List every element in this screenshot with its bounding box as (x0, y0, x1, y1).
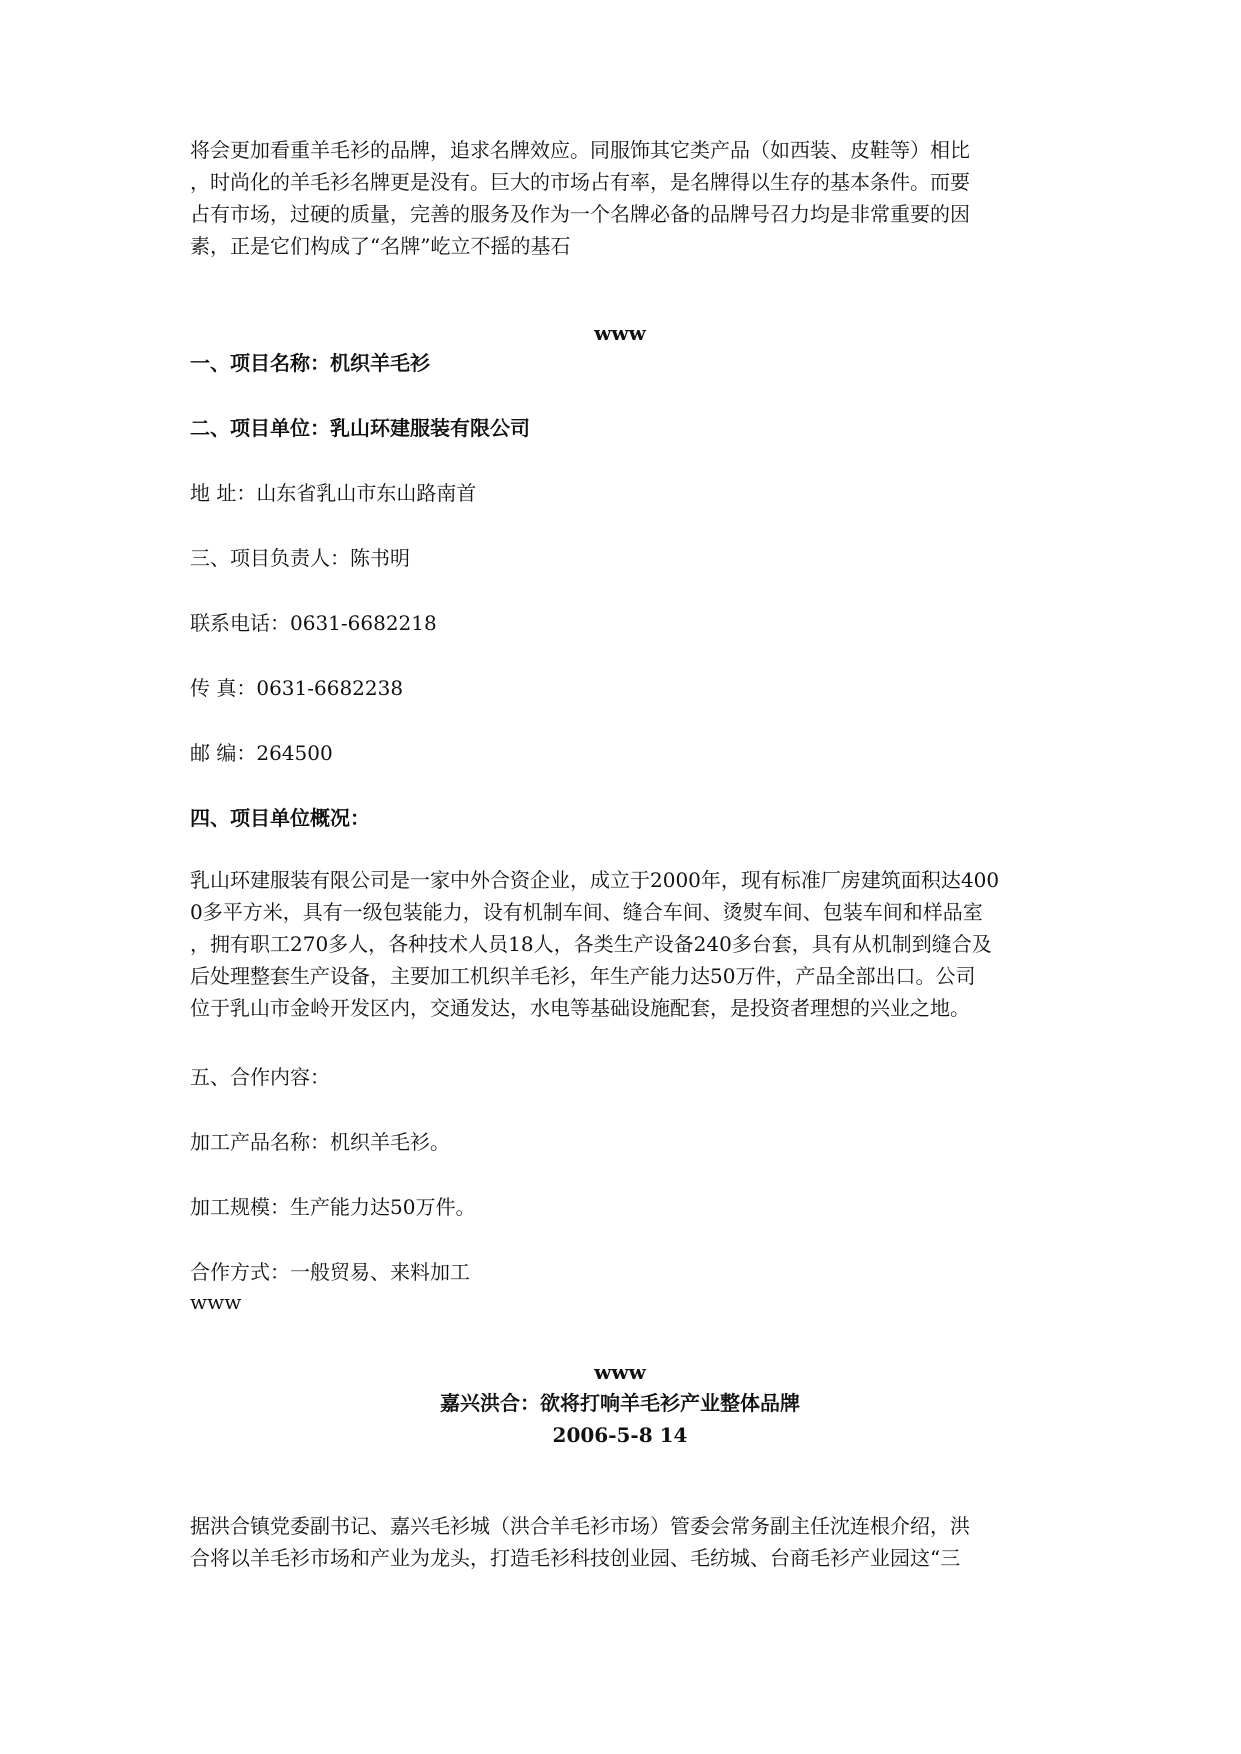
project-unit: 二、项目单位：乳山环建服装有限公司 (190, 416, 530, 440)
intro-paragraph (190, 134, 1050, 262)
cooperation-heading: 五、合作内容： (190, 1065, 330, 1089)
project-phone: 联系电话：0631-6682218 (190, 611, 437, 635)
article-date: 2006-5-8 14 (552, 1423, 688, 1447)
article-line: 合将以羊毛衫市场和产业为龙头，打造毛衫科技创业园、毛纺城、台商毛衫产业园这“三 (190, 1546, 961, 1570)
overview-line: 乳山环建服装有限公司是一家中外合资企业，成立于2000年，现有标准厂房建筑面积达400 (190, 868, 1000, 892)
intro-line: ，时尚化的羊毛衫名牌更是没有。巨大的市场占有率，是名牌得以生存的基本条件。而要 (190, 170, 970, 194)
overview-line: 位于乳山市金岭开发区内，交通发达，水电等基础设施配套，是投资者理想的兴业之地。 (190, 996, 970, 1020)
intro-line: 素，正是它们构成了“名牌”屹立不摇的基石 (190, 234, 571, 258)
separator-www: www (594, 321, 646, 345)
project-address: 地 址：山东省乳山市东山路南首 (190, 481, 477, 505)
overview-heading: 四、项目单位概况： (190, 806, 370, 830)
overview-line: 后处理整套生产设备，主要加工机织羊毛衫，年生产能力达50万件，产品全部出口。公司 (190, 964, 976, 988)
separator-www-left: www (190, 1290, 242, 1314)
project-fax: 传 真：0631-6682238 (190, 676, 404, 700)
project-name: 一、项目名称：机织羊毛衫 (190, 351, 430, 375)
cooperation-method: 合作方式：一般贸易、来料加工 (190, 1260, 470, 1284)
overview-line: ，拥有职工270多人，各种技术人员18人，各类生产设备240多台套，具有从机制到缝合及 (190, 932, 992, 956)
cooperation-product: 加工产品名称：机织羊毛衫。 (190, 1130, 450, 1154)
overview-paragraph (190, 864, 1050, 1024)
project-postcode: 邮 编：264500 (190, 741, 333, 765)
article-paragraph (190, 1510, 1050, 1574)
cooperation-scale: 加工规模：生产能力达50万件。 (190, 1195, 476, 1219)
project-leader: 三、项目负责人：陈书明 (190, 546, 410, 570)
intro-line: 占有市场，过硬的质量，完善的服务及作为一个名牌必备的品牌号召力均是非常重要的因 (190, 202, 970, 226)
intro-line: 将会更加看重羊毛衫的品牌，追求名牌效应。同服饰其它类产品（如西装、皮鞋等）相比 (190, 138, 970, 162)
article-line: 据洪合镇党委副书记、嘉兴毛衫城（洪合羊毛衫市场）管委会常务副主任沈连根介绍，洪 (190, 1514, 970, 1538)
article-source: www (594, 1360, 646, 1384)
article-title: 嘉兴洪合：欲将打响羊毛衫产业整体品牌 (440, 1391, 800, 1415)
overview-line: 0多平方米，具有一级包装能力，设有机制车间、缝合车间、烫熨车间、包装车间和样品室 (190, 900, 983, 924)
